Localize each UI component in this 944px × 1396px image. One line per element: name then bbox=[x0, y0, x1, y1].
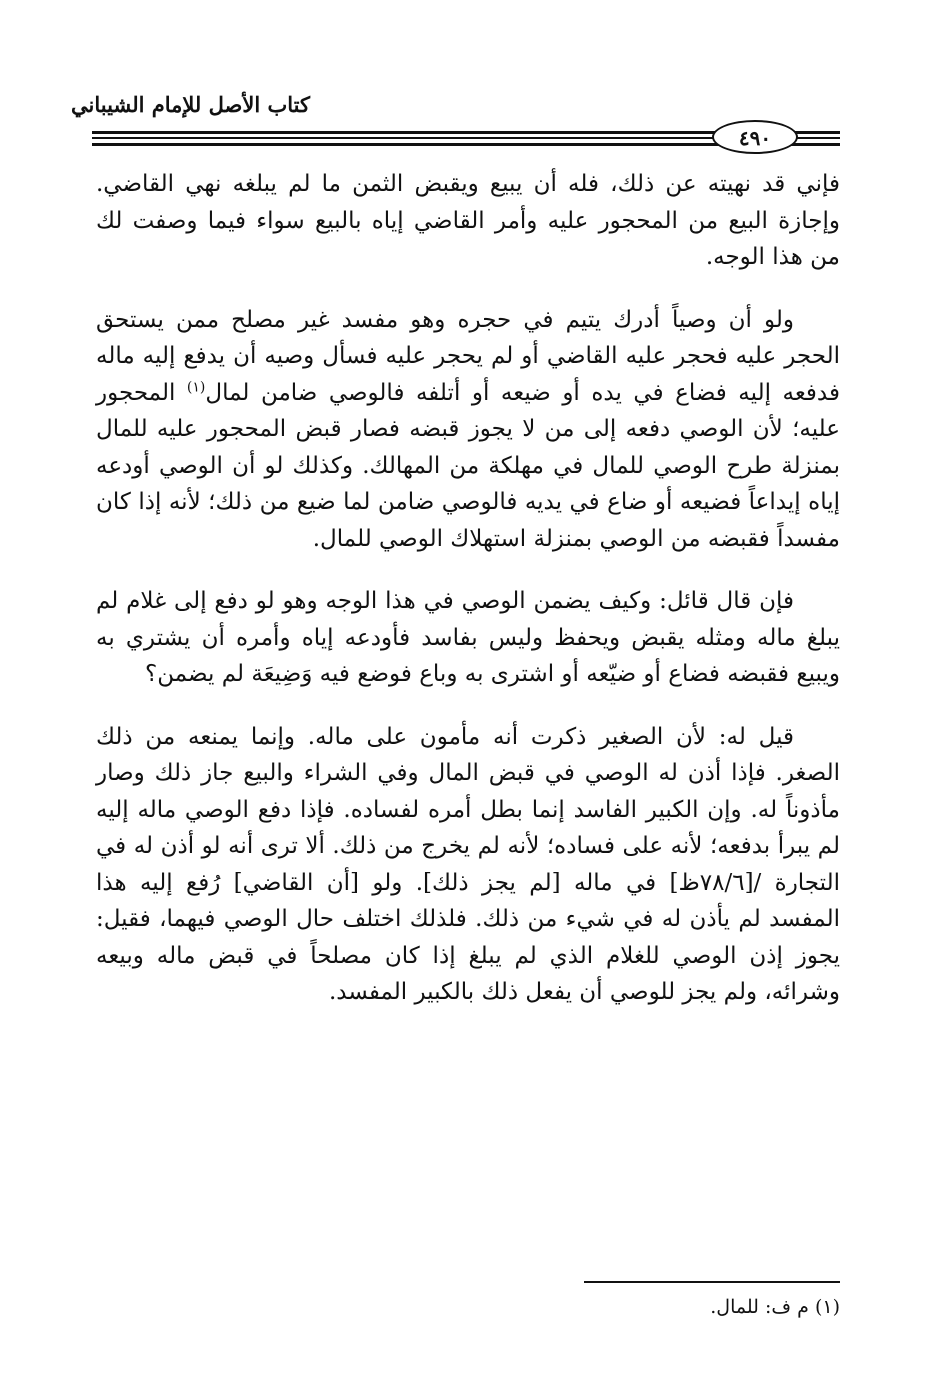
paragraph-2-part-1: ولو أن وصياً أدرك يتيم في حجره وهو مفسد غير مصلح ممن يستحق الحجر عليه فحجر عليه القاضي أو لم يحجر عليه فسأل وصيه أن يدفع إليه ماله فدفعه إليه فضاع في يده أو ضيعه أو أتلفه فالوصي ضامن لمال bbox=[96, 306, 840, 406]
footnote-marker: (١) bbox=[814, 1296, 840, 1318]
paragraph-2 bbox=[96, 302, 840, 558]
footnote bbox=[560, 1296, 840, 1318]
footnote-text: م ف: للمال. bbox=[710, 1296, 809, 1318]
paragraph-3: فإن قال قائل: وكيف يضمن الوصي في هذا الوجه وهو لو دفع إلى غلام لم يبلغ ماله ومثله يقبض ويحفظ وليس بفاسد فأودعه إياه وأمره أن يشتري به ويبيع فقبضه فضاع أو ضيّعه أو اشترى به وباع فوضع فيه وَضِيعَة لم يضمن؟ bbox=[96, 588, 840, 687]
footnote-separator bbox=[584, 1281, 840, 1283]
page-number: ٤٩٠ bbox=[712, 120, 798, 154]
paragraph-2-part-2: المحجور عليه؛ لأن الوصي دفعه إلى من لا يجوز قبضه فصار قبض المحجور عليه للمال بمنزلة طرح الوصي للمال في مهلكة من المهالك. وكذلك لو أن الوصي أودعه إياه إيداعاً فضيعه أو ضاع في يديه فالوصي ضامن لما ضيع من ذلك؛ لأنه إذا كان مفسداً فقبضه من الوصي بمنزلة استهلاك الوصي للمال. bbox=[96, 379, 840, 552]
paragraph-1: فإني قد نهيته عن ذلك، فله أن يبيع ويقبض الثمن ما لم يبلغه نهي القاضي. وإجازة البيع من المحجور عليه وأمر القاضي إياه بالبيع سواء فيما وصفت لك من هذا الوجه. bbox=[96, 171, 840, 270]
paragraph-4: قيل له: لأن الصغير ذكرت أنه مأمون على ماله. وإنما يمنعه من ذلك الصغر. فإذا أذن له الوصي في قبض المال وفي الشراء والبيع جاز ذلك وصار مأذوناً له. وإن الكبير الفاسد إنما بطل أمره لفساده. فإذا دفع الوصي ماله إليه لم يبرأ بدفعه؛ لأنه على فساده؛ لأنه لم يخرج من ذلك. ألا ترى أنه لو أذن له في التجارة /[٧٨/٦ظ] في ماله [لم يجز ذلك]. ولو [أن القاضي] رُفع إليه هذا المفسد لم يأذن له في شيء من ذلك. فلذلك اختلف حال الوصي فيهما، فقيل: يجوز إذن الوصي للغلام الذي لم يبلغ إذا كان مصلحاً في قبض ماله وبيعه وشرائه، ولم يجز للوصي أن يفعل ذلك بالكبير المفسد. bbox=[96, 723, 840, 1005]
running-title: كتاب الأصل للإمام الشيباني bbox=[71, 92, 310, 117]
main-text bbox=[96, 166, 840, 1011]
footnote-reference[interactable]: (١) bbox=[186, 378, 206, 395]
